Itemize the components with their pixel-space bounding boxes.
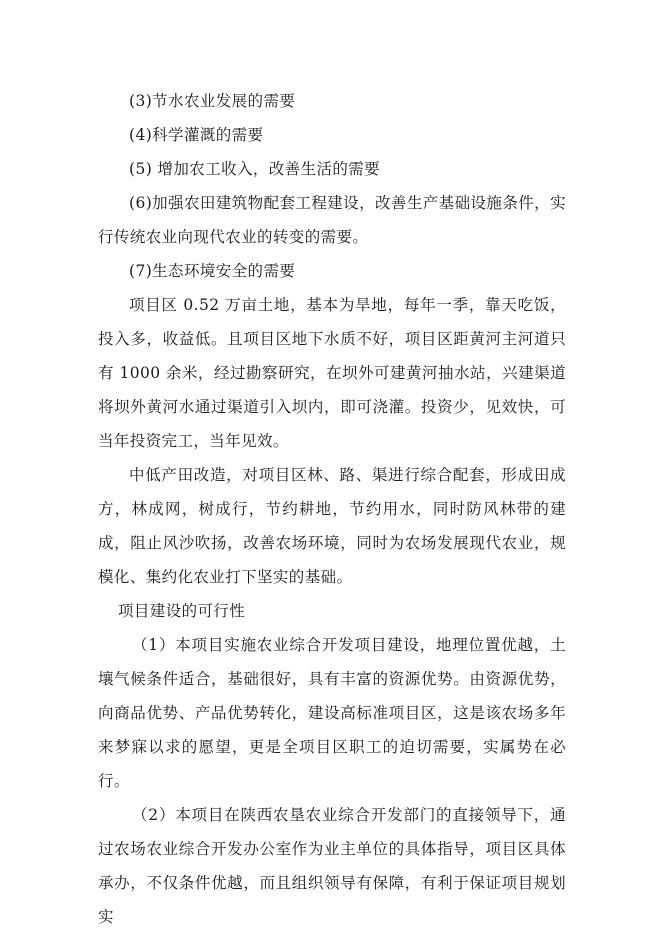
feasibility-item-2: （2）本项目在陕西农垦农业综合开发部门的直接领导下，通过农场农业综合开发办公室作为业主单位的具体指导，项目区具体承办，不仅条件优越，而且组织领导有保障，有利于保证项目规划实 — [98, 806, 566, 926]
list-item-3: (3)节水农业发展的需要 — [129, 92, 296, 110]
list-item-4: (4)科学灌溉的需要 — [129, 126, 264, 144]
list-item-6: (6)加强农田建筑物配套工程建设，改善生产基础设施条件，实行传统农业向现代农业的转变的需要。 — [98, 194, 566, 246]
feasibility-item-1: （1）本项目实施农业综合开发项目建设，地理位置优越，土壤气候条件适合，基础很好，具有丰富的资源优势。由资源优势，向商品优势、产品优势转化，建设高标准项目区，这是该农场多年来梦寐以求的愿望，更是全项目区职工的迫切需要，实属势在必行。 — [98, 636, 566, 790]
list-item-7: (7)生态环境安全的需要 — [129, 262, 296, 280]
document-body — [98, 84, 566, 934]
paragraph-irrigation: 项目区 0.52 万亩土地，基本为旱地，每年一季，靠天吃饭，投入多，收益低。且项目区地下水质不好，项目区距黄河主河道只有 1000 余米，经过勘察研究，在坝外可建黄河抽水站，兴建渠道将坝外黄河水通过渠道引入坝内，即可浇灌。投资少，见效快，可当年投资完工，当年见效。 — [98, 296, 566, 450]
list-item-5: (5) 增加农工收入，改善生活的需要 — [129, 160, 381, 178]
section-heading: 项目建设的可行性 — [118, 602, 246, 620]
paragraph-field-improvement: 中低产田改造，对项目区林、路、渠进行综合配套，形成田成方，林成网，树成行，节约耕地，节约用水，同时防风林带的建成，阻止风沙吹扬，改善农场环境，同时为农场发展现代农业，规模化、集约化农业打下坚实的基础。 — [98, 466, 566, 586]
